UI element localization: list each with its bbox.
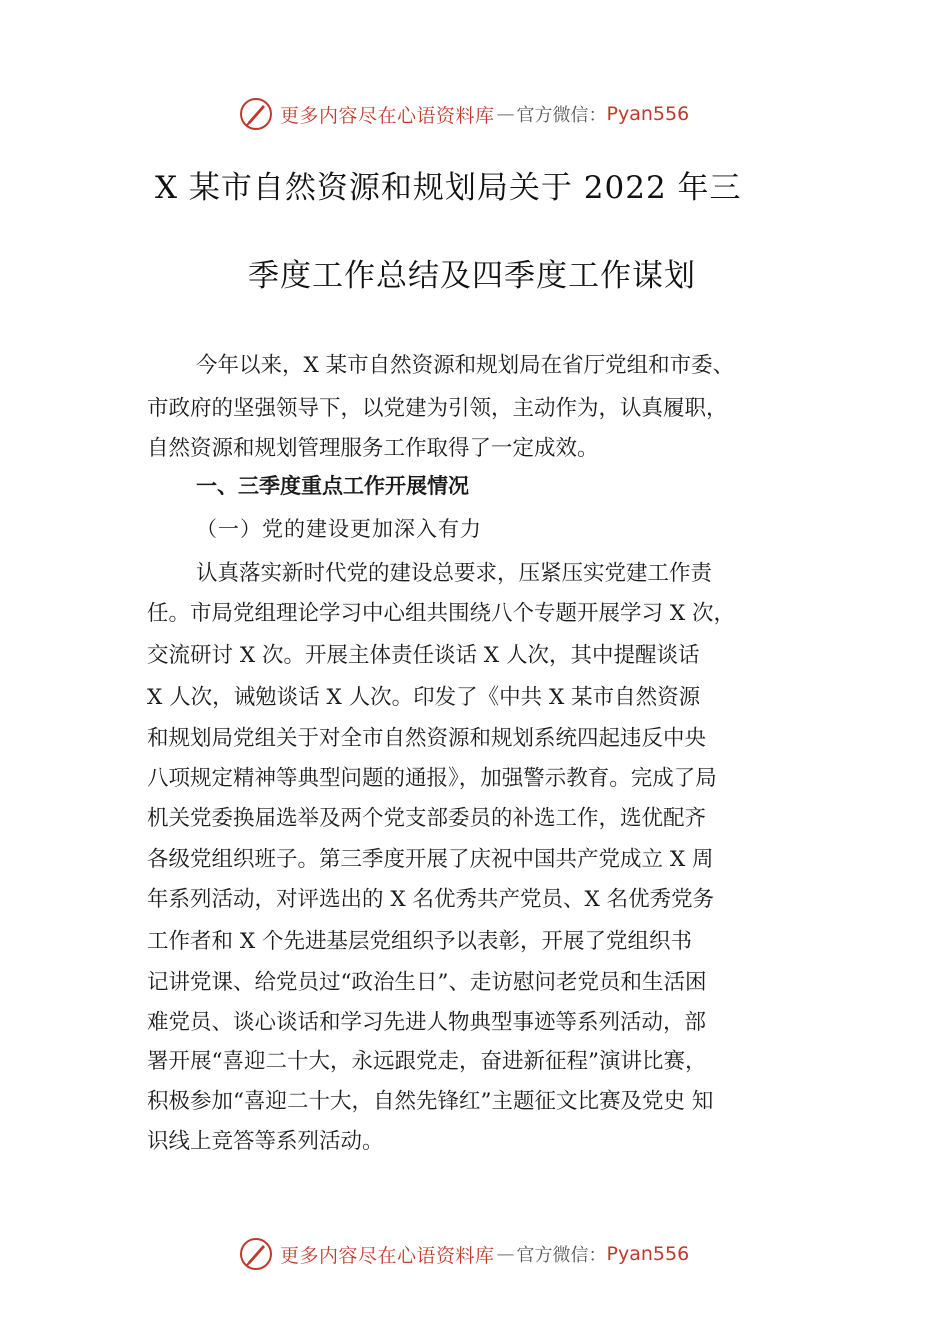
banner-text: 更多内容尽在心语资料库	[280, 1244, 495, 1267]
body-line-1: 认真落实新时代党的建设总要求，压紧压实党建工作责	[196, 561, 713, 586]
quill-seal-logo-icon	[238, 96, 274, 132]
intro-line-2: 市政府的坚强领导下，以党建为引领，主动作为，认真履职，	[147, 396, 728, 421]
body-line-15: 识线上竞答等系列活动。	[147, 1129, 384, 1154]
body-line-9: 年系列活动，对评选出的 X 名优秀共产党员、X 名优秀党务	[147, 887, 715, 912]
body-line-13: 署开展“喜迎二十大，永远跟党走，奋进新征程”演讲比赛，	[147, 1049, 707, 1074]
body-line-7: 机关党委换届选举及两个党支部委员的补选工作，选优配齐	[147, 806, 707, 831]
body-line-14: 积极参加“喜迎二十大，自然先锋红”主题征文比赛及党史 知	[147, 1089, 714, 1114]
body-line-12: 难党员、谈心谈话和学习先进人物典型事迹等系列活动，部	[147, 1010, 707, 1035]
body-line-4: X 人次，诫勉谈话 X 人次。印发了《中共 X 某市自然资源	[147, 685, 701, 710]
section-heading: 一、三季度重点工作开展情况	[196, 474, 469, 498]
body-line-3: 交流研讨 X 次。开展主体责任谈话 X 人次，其中提醒谈话	[147, 643, 700, 668]
banner-wechat-label: 官方微信：	[516, 1245, 607, 1266]
intro-line-3: 自然资源和规划管理服务工作取得了一定成效。	[147, 436, 599, 461]
intro-line-1: 今年以来，X 某市自然资源和规划局在省厅党组和市委、	[196, 353, 735, 378]
watermark-banner-bottom	[238, 1236, 738, 1272]
banner-separator: —	[496, 1243, 515, 1265]
subsection-heading: （一）党的建设更加深入有力	[196, 517, 482, 541]
banner-separator: —	[496, 103, 515, 125]
body-line-11: 记讲党课、给党员过“政治生日”、走访慰问老党员和生活困	[147, 970, 707, 995]
body-line-6: 八项规定精神等典型问题的通报》，加强警示教育。完成了局	[147, 766, 717, 791]
banner-text: 更多内容尽在心语资料库	[280, 104, 495, 127]
body-line-5: 和规划局党组关于对全市自然资源和规划系统四起违反中央	[147, 726, 707, 751]
banner-account: Pyan556	[606, 1243, 690, 1265]
body-line-8: 各级党组织班子。第三季度开展了庆祝中国共产党成立 X 周	[147, 847, 714, 872]
document-title-line-2: 季度工作总结及四季度工作谋划	[248, 258, 696, 294]
body-line-10: 工作者和 X 个先进基层党组织予以表彰，开展了党组织书	[147, 929, 692, 954]
quill-seal-logo-icon	[238, 1236, 274, 1272]
body-line-2: 任。市局党组理论学习中心组共围绕八个专题开展学习 X 次，	[147, 601, 735, 626]
banner-wechat-label: 官方微信：	[516, 105, 607, 126]
document-title-line-1: X 某市自然资源和规划局关于 2022 年三	[155, 170, 742, 206]
banner-account: Pyan556	[606, 103, 690, 125]
watermark-banner-top	[238, 96, 738, 132]
